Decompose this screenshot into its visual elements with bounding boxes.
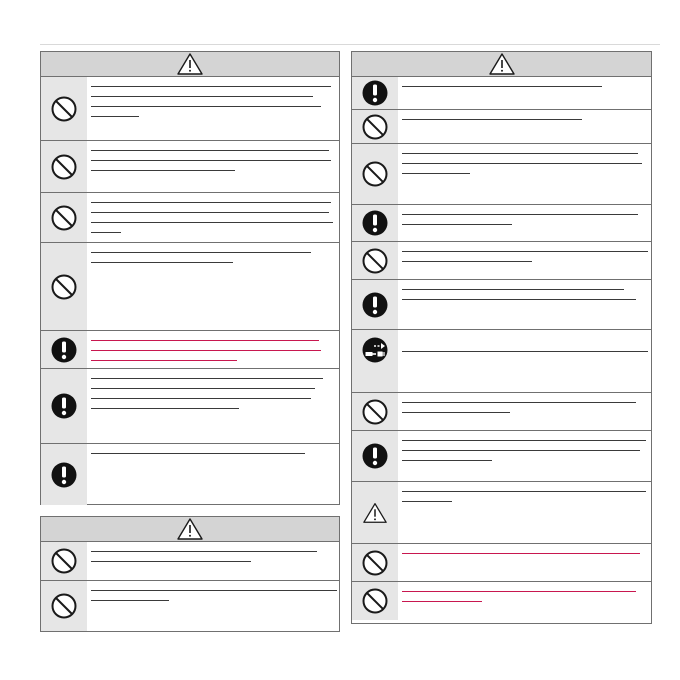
mandatory-exclamation-icon	[361, 442, 389, 470]
prohibition-icon	[361, 398, 389, 426]
warning-triangle-icon	[176, 517, 204, 541]
mandatory-exclamation-icon	[361, 291, 389, 319]
notice-row	[352, 430, 651, 481]
top-divider	[40, 44, 660, 45]
notice-row	[41, 580, 339, 631]
notice-text	[87, 542, 339, 580]
notice-text	[87, 193, 339, 242]
notice-row	[41, 443, 339, 505]
notice-row	[352, 581, 651, 620]
notice-row	[352, 543, 651, 581]
notice-text	[87, 243, 339, 330]
notice-row	[352, 279, 651, 329]
notice-text	[87, 77, 339, 140]
notice-row	[41, 140, 339, 192]
notice-row	[352, 329, 651, 392]
prohibition-icon	[361, 247, 389, 275]
notice-text	[398, 582, 651, 620]
prohibition-icon	[50, 153, 78, 181]
prohibition-icon	[50, 95, 78, 123]
panel-header	[41, 52, 339, 77]
notice-text	[398, 77, 651, 109]
notice-text	[87, 369, 339, 443]
notice-row	[41, 330, 339, 368]
notice-text	[87, 581, 343, 631]
panel-header	[352, 52, 651, 77]
prohibition-icon	[361, 549, 389, 577]
prohibition-icon	[361, 113, 389, 141]
prohibition-icon	[50, 547, 78, 575]
notice-row	[352, 77, 651, 109]
notice-row	[352, 109, 651, 143]
notice-text	[398, 280, 651, 329]
notice-row	[352, 204, 651, 241]
notice-text	[398, 544, 651, 581]
notice-row	[352, 241, 651, 279]
notice-text	[87, 331, 339, 368]
notice-text	[398, 482, 652, 543]
mandatory-exclamation-icon	[50, 461, 78, 489]
mandatory-exclamation-icon	[361, 209, 389, 237]
prohibition-icon	[50, 273, 78, 301]
mandatory-exclamation-icon	[50, 392, 78, 420]
mandatory-exclamation-icon	[50, 336, 78, 364]
warning-triangle-icon	[176, 52, 204, 76]
prohibition-icon	[361, 587, 389, 615]
notice-text	[398, 431, 652, 481]
caution-triangle-icon	[362, 501, 388, 525]
right-caution-panel	[351, 51, 652, 624]
left-caution-panel	[40, 516, 340, 632]
left-warning-panel	[40, 51, 340, 505]
notice-text	[398, 242, 654, 279]
notice-row	[352, 392, 651, 430]
unplug-power-icon	[361, 336, 389, 364]
notice-row	[41, 77, 339, 140]
warning-triangle-icon	[488, 52, 516, 76]
notice-text	[398, 393, 651, 430]
panel-header	[41, 517, 339, 542]
mandatory-exclamation-icon	[361, 79, 389, 107]
prohibition-icon	[50, 204, 78, 232]
prohibition-icon	[50, 592, 78, 620]
notice-text	[87, 444, 339, 505]
notice-text	[87, 141, 339, 192]
notice-text	[398, 205, 651, 241]
notice-row	[41, 542, 339, 580]
notice-row	[352, 143, 651, 204]
notice-row	[41, 242, 339, 330]
notice-row	[41, 192, 339, 242]
notice-row	[41, 368, 339, 443]
notice-row	[352, 481, 651, 543]
prohibition-icon	[361, 160, 389, 188]
notice-text	[398, 330, 654, 392]
notice-text	[398, 144, 651, 204]
notice-text	[398, 110, 651, 143]
